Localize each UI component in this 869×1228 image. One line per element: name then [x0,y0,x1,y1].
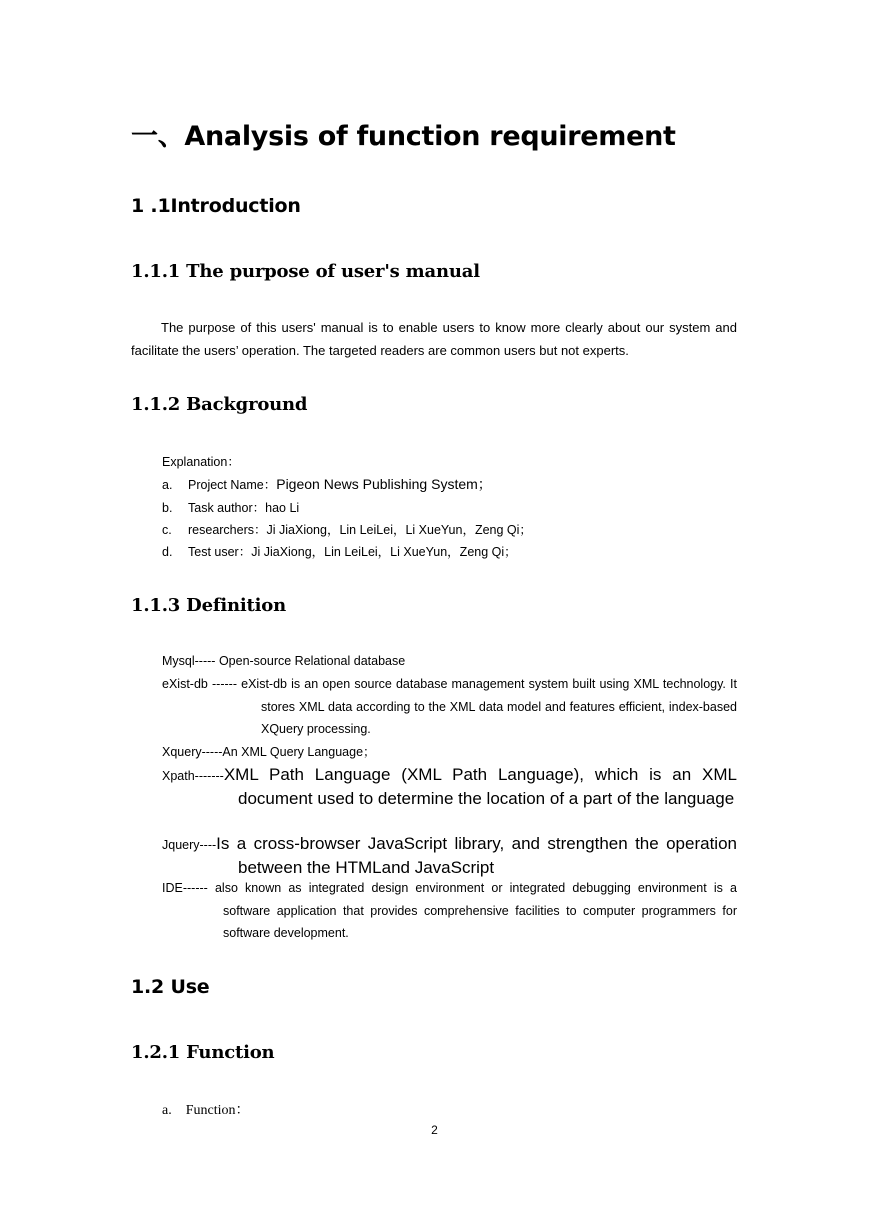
definition-text: Open-source Relational database [215,654,406,668]
background-item-project-name [162,474,492,494]
item-value: Pigeon News Publishing System； [276,476,492,492]
definition-exist-db [162,673,737,741]
list-marker: d. [162,545,173,559]
definition-term: Xquery----- [162,745,223,759]
definition-text: An XML Query Language； [222,745,376,759]
background-item-researchers [162,520,532,538]
definition-term: Mysql----- [162,654,216,668]
purpose-paragraph-text: The purpose of this users' manual is to enable users to know more clearly about our system and facilitate the users’ operation. The targeted readers are common users but not experts. [131,320,737,358]
section-heading-1-2: 1.2 Use [131,976,210,998]
definition-text: also known as integrated design environment or integrated debugging environment is a software application that provides comprehensive facilities to computer programmers for software development. [207,881,737,940]
page-title: 一、Analysis of function requirement [131,121,676,152]
page-number: 2 [431,1123,438,1137]
list-marker: a. [162,478,173,492]
section-heading-1-1-2: 1.1.2 Background [131,394,308,415]
definition-text: Is a cross-browser JavaScript library, and strengthen the operation between the HTMLand JavaScript [216,834,737,877]
background-item-test-user [162,542,517,560]
section-heading-1-2-1: 1.2.1 Function [131,1042,275,1063]
list-marker: c. [162,523,172,537]
definition-jquery [162,833,737,879]
definition-term: IDE------ [162,881,208,895]
item-label: Test user： [188,545,252,559]
purpose-paragraph [131,316,737,362]
definition-text: XML Path Language (XML Path Language), which is an XML document used to determine the location of a part of the language [223,765,737,808]
section-heading-1-1-1: 1.1.1 The purpose of user's manual [131,261,480,282]
section-heading-1-1: 1 .1Introduction [131,195,301,217]
explanation-label: Explanation： [162,455,240,469]
definition-mysql [162,650,737,673]
definition-xpath [162,764,737,810]
definition-term: Jquery---- [162,838,217,852]
item-label: Project Name： [188,478,277,492]
item-label: researchers： [188,523,267,537]
item-value: hao Li [265,501,300,515]
definition-term: Xpath------- [162,769,224,783]
item-value: Ji JiaXiong，Lin LeiLei，Li XueYun，Zeng Qi； [266,523,532,537]
item-value: Ji JiaXiong，Lin LeiLei，Li XueYun，Zeng Qi； [251,545,517,559]
definition-term: eXist-db ------ [162,677,237,691]
definition-ide [162,877,737,945]
background-item-task-author [162,498,299,516]
item-label: Task author： [188,501,266,515]
definition-xquery [162,741,737,764]
function-item: a. Function： [162,1103,250,1118]
section-heading-1-1-3: 1.1.3 Definition [131,595,286,616]
definition-text: eXist-db is an open source database management system built using XML technology. It stores XML data according to the XML data model and features efficient, index-based XQuery processing. [236,677,737,736]
list-marker: b. [162,501,173,515]
